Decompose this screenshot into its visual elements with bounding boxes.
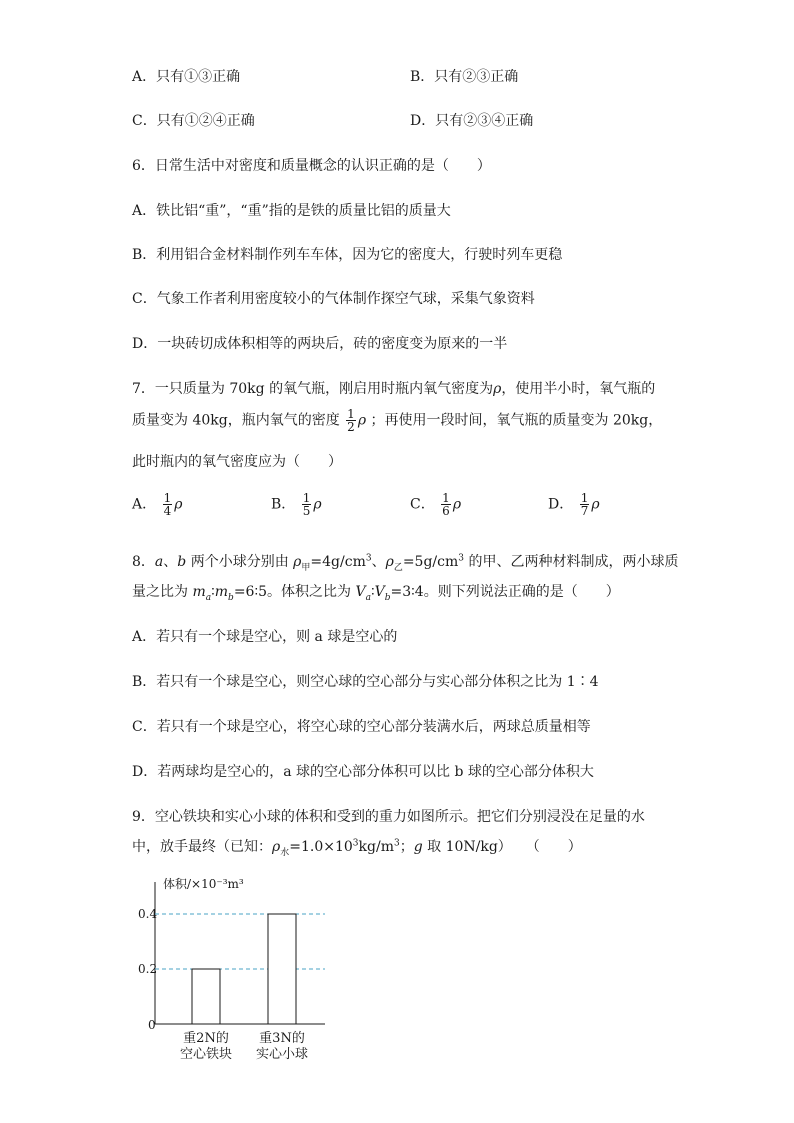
q5-option-d: D．只有②③④正确 bbox=[410, 113, 534, 129]
half-fraction: $\frac{1}{2}$ bbox=[347, 407, 355, 434]
x-tick-label: 空心铁块 bbox=[179, 1047, 233, 1062]
chart-svg bbox=[130, 872, 350, 1072]
q9-line-2: 中，放手最终（已知：$\rho_水=1.0\times 10^3kg/m^3$；g 取 10N/kg） （ ） bbox=[132, 838, 582, 858]
q8-line-2: 量之比为 $m_a∶m_b=6∶5$。体积之比为 $V_a∶V_b=3∶4$。则下列说法正确的是（ ） bbox=[132, 584, 620, 603]
q7-option-c: C． $\frac{1}{6}$ ρ bbox=[410, 491, 462, 518]
y-tick-label: 0.4 bbox=[138, 907, 158, 921]
q8-option-c: C．若只有一个球是空心，将空心球的空心部分装满水后，两球总质量相等 bbox=[132, 719, 591, 735]
x-tick-label: 重2N的 bbox=[183, 1031, 229, 1046]
q6-option-a: A．铁比铝“重”，“重”指的是铁的质量比铝的质量大 bbox=[132, 203, 451, 219]
q9-line-1: 9．空心铁块和实心小球的体积和受到的重力如图所示。把它们分别浸没在足量的水 bbox=[132, 809, 645, 825]
y-axis-label: 体积/×10⁻³m³ bbox=[163, 877, 244, 891]
volume-bar-chart bbox=[130, 872, 350, 1072]
q5-option-c: C．只有①②④正确 bbox=[132, 113, 255, 129]
q7-line-1: 7．一只质量为 70kg 的氧气瓶，刚启用时瓶内氧气密度为ρ，使用半小时，氧气瓶的 bbox=[132, 381, 656, 397]
q8-option-a: A．若只有一个球是空心，则 a 球是空心的 bbox=[132, 629, 398, 645]
q7-option-a: A． $\frac{1}{4}$ ρ bbox=[132, 491, 183, 518]
q5-option-a: A．只有①③正确 bbox=[132, 69, 241, 85]
y-tick-label: 0 bbox=[148, 1018, 156, 1032]
q7-line-3: 此时瓶内的氧气密度应为（ ） bbox=[132, 454, 342, 470]
q5-option-b: B．只有②③正确 bbox=[410, 69, 519, 85]
bar bbox=[268, 914, 296, 1024]
x-tick-label: 实心小球 bbox=[255, 1047, 309, 1062]
q8-line-1: 8．a、b 两个小球分别由 $\rho_甲=4g/cm^3$、$\rho_乙=5g/cm^3$ 的甲、乙两种材料制成，两小球质 bbox=[132, 553, 679, 573]
q7-option-b: B． $\frac{1}{5}$ ρ bbox=[271, 491, 322, 518]
q6-stem: 6．日常生活中对密度和质量概念的认识正确的是（ ） bbox=[132, 158, 491, 174]
q7-option-d: D． $\frac{1}{7}$ ρ bbox=[548, 491, 600, 518]
q7-line-2: 质量变为 40kg，瓶内氧气的密度 $\frac{1}{2}$ ρ ；再使用一段时间，氧气瓶的质量变为 20kg， bbox=[132, 407, 663, 434]
q6-option-c: C．气象工作者利用密度较小的气体制作探空气球，采集气象资料 bbox=[132, 291, 535, 307]
x-tick-label: 重3N的 bbox=[259, 1031, 305, 1046]
bar bbox=[192, 969, 220, 1024]
q8-option-d: D．若两球均是空心的，a 球的空心部分体积可以比 b 球的空心部分体积大 bbox=[132, 764, 594, 780]
q6-option-d: D．一块砖切成体积相等的两块后，砖的密度变为原来的一半 bbox=[132, 336, 508, 352]
q6-option-b: B．利用铝合金材料制作列车车体，因为它的密度大，行驶时列车更稳 bbox=[132, 247, 563, 263]
q8-option-b: B．若只有一个球是空心，则空心球的空心部分与实心部分体积之比为 1∶4 bbox=[132, 674, 599, 690]
y-tick-label: 0.2 bbox=[138, 962, 158, 976]
